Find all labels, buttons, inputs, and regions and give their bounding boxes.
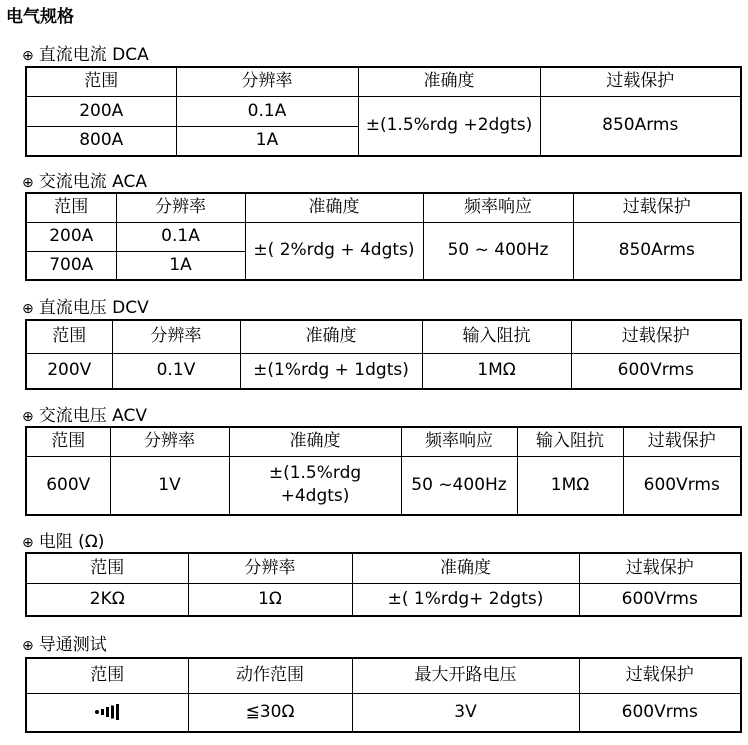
section-marker-icon: ⊕ — [22, 48, 34, 64]
table-header-row — [26, 67, 741, 96]
section-title-text: 电阻 (Ω) — [38, 532, 105, 552]
dcv-table — [25, 319, 742, 390]
header-cell: 准确度 — [352, 553, 579, 583]
range-cell: 200A — [26, 222, 116, 251]
range-cell: 200V — [26, 353, 112, 389]
dca-table — [25, 66, 742, 157]
header-cell: 范围 — [26, 427, 110, 456]
section-title-text: 直流电流 DCA — [38, 45, 149, 65]
overload-cell: 850Arms — [573, 222, 741, 280]
header-cell: 分辨率 — [112, 320, 240, 353]
header-cell: 最大开路电压 — [352, 658, 579, 693]
table-row — [26, 222, 741, 251]
section-title-text: 直流电压 DCV — [38, 298, 149, 318]
header-cell: 准确度 — [229, 427, 401, 456]
section-title-continuity — [22, 630, 107, 655]
overload-cell: 600Vrms — [623, 456, 741, 515]
continuity-table — [25, 657, 742, 733]
header-cell: 分辨率 — [188, 553, 352, 583]
accuracy-line-2: +4dgts) — [280, 486, 350, 507]
header-cell: 分辨率 — [110, 427, 229, 456]
resolution-cell: 0.1A — [176, 96, 358, 126]
accuracy-cell — [229, 456, 401, 515]
table-header-row — [26, 427, 741, 456]
accuracy-cell: ±( 1%rdg+ 2dgts) — [352, 583, 579, 616]
frequency-cell: 50 ~400Hz — [401, 456, 517, 515]
overload-cell: 600Vrms — [579, 693, 741, 732]
accuracy-cell: ±(1%rdg + 1dgts) — [240, 353, 422, 389]
header-cell: 动作范围 — [188, 658, 352, 693]
table-row — [26, 693, 741, 732]
impedance-cell: 1MΩ — [517, 456, 623, 515]
header-cell: 过载保护 — [573, 193, 741, 222]
acv-table — [25, 426, 742, 516]
range-cell: 2KΩ — [26, 583, 188, 616]
accuracy-cell: ±(1.5%rdg +2dgts) — [358, 96, 540, 156]
table-header-row — [26, 658, 741, 693]
table-row — [26, 456, 741, 515]
header-cell: 过载保护 — [623, 427, 741, 456]
section-title-text: 交流电压 ACV — [38, 406, 147, 426]
header-cell: 范围 — [26, 193, 116, 222]
resolution-cell: 1V — [110, 456, 229, 515]
section-marker-icon: ⊕ — [22, 535, 34, 551]
aca-table — [25, 192, 742, 281]
table-row — [26, 583, 741, 616]
range-cell: 700A — [26, 251, 116, 280]
header-cell: 准确度 — [358, 67, 540, 96]
range-cell — [26, 693, 188, 732]
header-cell: 过载保护 — [571, 320, 741, 353]
resolution-cell: 0.1V — [112, 353, 240, 389]
header-cell: 分辨率 — [176, 67, 358, 96]
header-cell: 输入阻抗 — [517, 427, 623, 456]
voltage-cell: 3V — [352, 693, 579, 732]
impedance-cell: 1MΩ — [422, 353, 571, 389]
header-cell: 输入阻抗 — [422, 320, 571, 353]
range-cell: 600V — [26, 456, 110, 515]
section-title-acv — [22, 401, 147, 426]
header-cell: 过载保护 — [540, 67, 741, 96]
section-marker-icon: ⊕ — [22, 638, 34, 654]
overload-cell: 600Vrms — [571, 353, 741, 389]
page-title: 电气规格 — [6, 7, 74, 27]
resolution-cell: 1A — [116, 251, 245, 280]
table-row — [26, 353, 741, 389]
header-cell: 分辨率 — [116, 193, 245, 222]
overload-cell: 850Arms — [540, 96, 741, 156]
section-title-resistance — [22, 527, 104, 552]
header-cell: 过载保护 — [579, 658, 741, 693]
section-marker-icon: ⊕ — [22, 301, 34, 317]
section-title-text: 交流电流 ACA — [38, 172, 147, 192]
resolution-cell: 0.1A — [116, 222, 245, 251]
header-cell: 过载保护 — [579, 553, 741, 583]
header-cell: 准确度 — [240, 320, 422, 353]
table-row — [26, 96, 741, 126]
accuracy-line-1: ±(1.5%rdg — [268, 463, 362, 484]
range-cell: 800A — [26, 126, 176, 156]
header-cell: 频率响应 — [401, 427, 517, 456]
header-cell: 频率响应 — [423, 193, 573, 222]
header-cell: 范围 — [26, 658, 188, 693]
table-header-row — [26, 193, 741, 222]
section-title-dca — [22, 40, 149, 65]
header-cell: 范围 — [26, 553, 188, 583]
section-marker-icon: ⊕ — [22, 409, 34, 425]
section-title-aca — [22, 167, 147, 192]
resolution-cell: 1A — [176, 126, 358, 156]
overload-cell: 600Vrms — [579, 583, 741, 616]
buzzer-icon — [94, 704, 120, 720]
section-title-text: 导通测试 — [38, 635, 107, 655]
table-header-row — [26, 553, 741, 583]
resistance-table — [25, 552, 742, 617]
table-header-row — [26, 320, 741, 353]
range-cell: 200A — [26, 96, 176, 126]
section-marker-icon: ⊕ — [22, 175, 34, 191]
frequency-cell: 50 ~ 400Hz — [423, 222, 573, 280]
resolution-cell: 1Ω — [188, 583, 352, 616]
section-title-dcv — [22, 293, 149, 318]
accuracy-cell: ±( 2%rdg + 4dgts) — [245, 222, 423, 280]
header-cell: 准确度 — [245, 193, 423, 222]
header-cell: 范围 — [26, 67, 176, 96]
action-range-cell: ≦30Ω — [188, 693, 352, 732]
header-cell: 范围 — [26, 320, 112, 353]
